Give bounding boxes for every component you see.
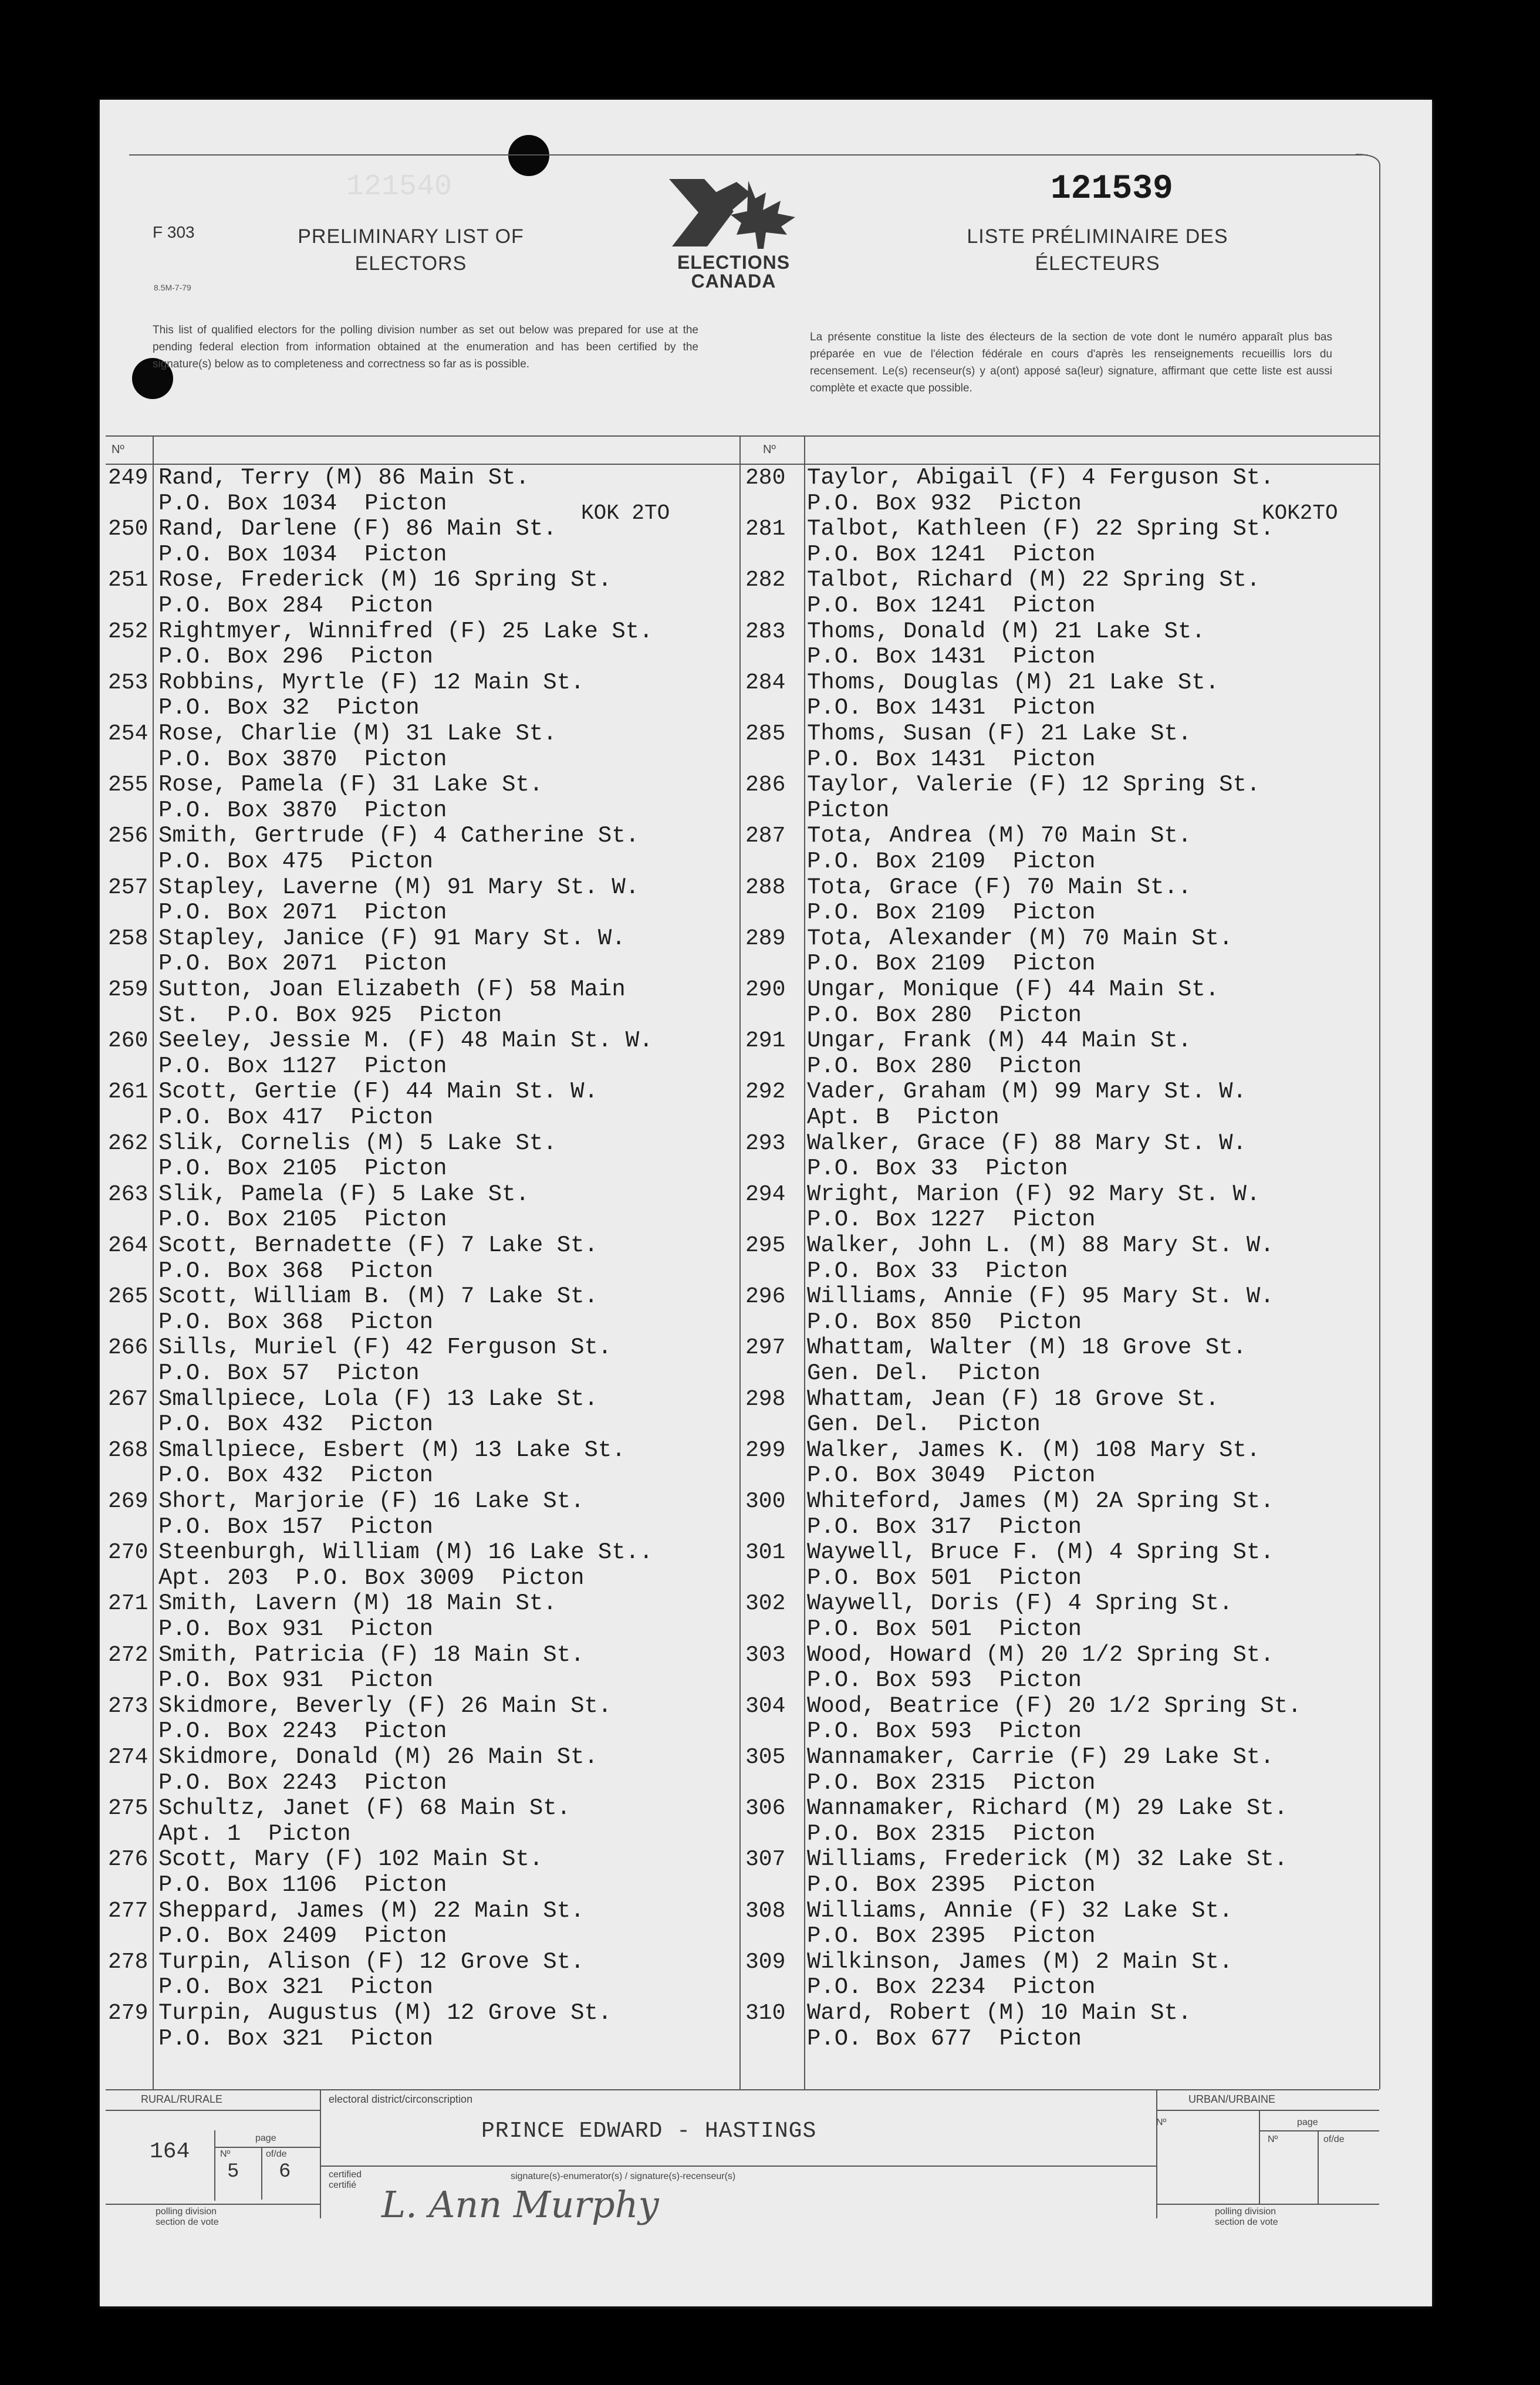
elector-mailing-address: P.O. Box 2243 Picton — [158, 1718, 447, 1745]
urban-page-no-label: Nº — [1268, 2134, 1278, 2144]
ballot-list-page — [100, 100, 1432, 2306]
page-of-label: of/de — [266, 2149, 287, 2159]
elector-name-address: Wannamaker, Richard (M) 29 Lake St. — [807, 1795, 1288, 1822]
entry-number: 287 — [745, 823, 786, 849]
entry-number: 283 — [745, 619, 786, 644]
form-code: F 303 — [153, 223, 195, 241]
elector-name-address: Walker, James K. (M) 108 Mary St. — [807, 1437, 1261, 1463]
elector-mailing-address: P.O. Box 1227 Picton — [807, 1207, 1096, 1233]
entry-number: 309 — [745, 1949, 786, 1975]
elector-name-address: Thoms, Douglas (M) 21 Lake St. — [807, 669, 1220, 695]
elector-mailing-address: P.O. Box 33 Picton — [807, 1156, 1068, 1182]
elector-mailing-address: P.O. Box 2071 Picton — [158, 900, 447, 926]
elector-mailing-address: P.O. Box 2315 Picton — [807, 1820, 1096, 1847]
rural-label: RURAL/RURALE — [141, 2093, 223, 2105]
print-code: 8.5M-7-79 — [154, 283, 191, 292]
entry-number: 307 — [745, 1847, 786, 1873]
entry-number: 279 — [108, 2001, 148, 2026]
elector-mailing-address: P.O. Box 2395 Picton — [807, 1872, 1096, 1898]
elector-name-address: Rose, Frederick (M) 16 Spring St. — [158, 567, 612, 593]
entry-number: 264 — [108, 1233, 148, 1258]
polling-division-label-fr: section de vote — [156, 2217, 219, 2227]
serial-number: 121539 — [1051, 170, 1173, 208]
entry-number: 303 — [745, 1642, 786, 1668]
elector-name-address: Tota, Grace (F) 70 Main St.. — [807, 874, 1192, 900]
entry-number: 288 — [745, 874, 786, 900]
elector-name-address: Sills, Muriel (F) 42 Ferguson St. — [158, 1335, 612, 1361]
entry-number: 258 — [108, 925, 148, 951]
corner-curve — [1356, 154, 1382, 167]
elector-name-address: Taylor, Abigail (F) 4 Ferguson St. — [807, 465, 1274, 491]
elector-name-address: Wright, Marion (F) 92 Mary St. W. — [807, 1181, 1261, 1207]
elector-name-address: Scott, Mary (F) 102 Main St. — [158, 1846, 543, 1873]
elector-mailing-address: Gen. Del. Picton — [807, 1411, 1041, 1438]
elector-name-address: Williams, Annie (F) 32 Lake St. — [807, 1897, 1233, 1924]
page-no-label: Nº — [220, 2149, 231, 2159]
elector-mailing-address: P.O. Box 931 Picton — [158, 1667, 434, 1694]
enumerator-signature: L. Ann Murphy — [381, 2183, 659, 2226]
elector-mailing-address: P.O. Box 2109 Picton — [807, 900, 1096, 926]
no-header-right: Nº — [763, 443, 776, 456]
urban-polling-label: polling division — [1215, 2207, 1276, 2217]
entry-number: 284 — [745, 670, 786, 695]
entry-number: 276 — [108, 1847, 148, 1873]
faint-serial: 121540 — [346, 170, 452, 204]
elector-mailing-address: P.O. Box 321 Picton — [158, 2025, 434, 2052]
elector-mailing-address: P.O. Box 1106 Picton — [158, 1872, 447, 1898]
elector-mailing-address: P.O. Box 2105 Picton — [158, 1207, 447, 1233]
elector-mailing-address: P.O. Box 368 Picton — [158, 1309, 434, 1335]
entry-number: 285 — [745, 721, 786, 746]
elector-mailing-address: P.O. Box 850 Picton — [807, 1309, 1082, 1335]
elector-name-address: Scott, Gertie (F) 44 Main St. W. — [158, 1079, 598, 1105]
elector-mailing-address: P.O. Box 475 Picton — [158, 849, 434, 874]
elector-mailing-address: Picton — [807, 797, 890, 823]
elector-mailing-address: P.O. Box 296 Picton — [158, 644, 434, 670]
logo-text-canada: CANADA — [691, 271, 776, 292]
elector-name-address: Tota, Alexander (M) 70 Main St. — [807, 925, 1233, 951]
urban-page-label: page — [1297, 2117, 1318, 2127]
entry-number: 281 — [745, 516, 786, 542]
elector-name-address: Wood, Beatrice (F) 20 1/2 Spring St. — [807, 1693, 1302, 1719]
elector-mailing-address: P.O. Box 1034 Picton — [158, 541, 447, 567]
elector-mailing-address: P.O. Box 2243 Picton — [158, 1769, 447, 1796]
elector-name-address: Whattam, Jean (F) 18 Grove St. — [807, 1386, 1220, 1412]
elector-name-address: Taylor, Valerie (F) 12 Spring St. — [807, 772, 1261, 798]
elector-mailing-address: P.O. Box 280 Picton — [807, 1002, 1082, 1028]
intro-english: This list of qualified electors for the polling division number as set out below was prepared for use at the pending federal election from information obtained at the enumeration and has been certified by the signature(s) below as to completeness and correctness so far as is possible. — [153, 324, 698, 370]
entry-number: 271 — [108, 1591, 148, 1617]
maple-leaf-x-icon — [649, 176, 819, 252]
elector-mailing-address: P.O. Box 1034 Picton — [158, 490, 447, 516]
entry-number: 294 — [745, 1181, 786, 1207]
title-english: PRELIMINARY LIST OF ELECTORS — [298, 225, 524, 275]
elector-mailing-address: P.O. Box 593 Picton — [807, 1667, 1082, 1694]
elector-name-address: Steenburgh, William (M) 16 Lake St.. — [158, 1539, 653, 1566]
elector-name-address: Waywell, Bruce F. (M) 4 Spring St. — [807, 1539, 1274, 1566]
elector-mailing-address: P.O. Box 1127 Picton — [158, 1053, 447, 1079]
title-french: LISTE PRÉLIMINAIRE DES ÉLECTEURS — [967, 225, 1228, 275]
elector-name-address: Walker, John L. (M) 88 Mary St. W. — [807, 1232, 1274, 1258]
entry-number: 291 — [745, 1028, 786, 1054]
elector-mailing-address: Apt. 203 P.O. Box 3009 Picton — [158, 1565, 585, 1591]
elector-mailing-address: P.O. Box 432 Picton — [158, 1411, 434, 1438]
page-total: 6 — [279, 2161, 291, 2183]
urban-label: URBAN/URBAINE — [1188, 2093, 1276, 2105]
punch-hole-top — [508, 135, 549, 176]
elector-name-address: Waywell, Doris (F) 4 Spring St. — [807, 1590, 1233, 1617]
elector-mailing-address: P.O. Box 2234 Picton — [807, 1974, 1096, 2001]
elector-name-address: Short, Marjorie (F) 16 Lake St. — [158, 1488, 585, 1514]
elector-name-address: Wilkinson, James (M) 2 Main St. — [807, 1948, 1233, 1975]
signature-label: signature(s)-enumerator(s) / signature(s)-recenseur(s) — [511, 2171, 736, 2181]
entry-number: 298 — [745, 1386, 786, 1412]
entry-number: 267 — [108, 1386, 148, 1412]
entry-number: 305 — [745, 1745, 786, 1770]
elector-name-address: Turpin, Alison (F) 12 Grove St. — [158, 1948, 585, 1975]
entry-number: 301 — [745, 1540, 786, 1566]
elector-name-address: Rose, Charlie (M) 31 Lake St. — [158, 721, 557, 746]
entry-number: 250 — [108, 516, 148, 542]
elector-name-address: Ward, Robert (M) 10 Main St. — [807, 2000, 1192, 2026]
entry-number: 293 — [745, 1130, 786, 1156]
entry-number: 297 — [745, 1335, 786, 1361]
elector-name-address: Talbot, Richard (M) 22 Spring St. — [807, 567, 1261, 593]
entry-number: 300 — [745, 1489, 786, 1514]
elector-name-address: Ungar, Monique (F) 44 Main St. — [807, 977, 1220, 1002]
entry-number: 308 — [745, 1898, 786, 1924]
elector-name-address: Rightmyer, Winnifred (F) 25 Lake St. — [158, 618, 653, 644]
entry-number: 290 — [745, 977, 786, 1002]
elector-name-address: Rand, Terry (M) 86 Main St. — [158, 465, 529, 491]
entry-number: 249 — [108, 465, 148, 491]
elector-name-address: Whiteford, James (M) 2A Spring St. — [807, 1488, 1274, 1514]
elector-name-address: Turpin, Augustus (M) 12 Grove St. — [158, 2000, 612, 2026]
district-label: electoral district/circonscription — [329, 2093, 473, 2105]
certified-label-fr: certifié — [329, 2180, 357, 2190]
elector-mailing-address: P.O. Box 32 Picton — [158, 695, 420, 721]
elector-name-address: Wood, Howard (M) 20 1/2 Spring St. — [807, 1641, 1274, 1668]
elector-mailing-address: P.O. Box 3049 Picton — [807, 1462, 1096, 1489]
elections-canada-logo — [649, 176, 819, 293]
elector-mailing-address: P.O. Box 321 Picton — [158, 1974, 434, 2001]
elector-name-address: Williams, Annie (F) 95 Mary St. W. — [807, 1283, 1274, 1310]
entry-number: 277 — [108, 1898, 148, 1924]
elector-name-address: Smith, Gertrude (F) 4 Catherine St. — [158, 823, 640, 849]
elector-mailing-address: P.O. Box 1431 Picton — [807, 644, 1096, 670]
entry-number: 289 — [745, 925, 786, 951]
elector-name-address: Slik, Cornelis (M) 5 Lake St. — [158, 1130, 557, 1156]
elector-name-address: Whattam, Walter (M) 18 Grove St. — [807, 1335, 1247, 1361]
entry-number: 254 — [108, 721, 148, 746]
entry-number: 278 — [108, 1949, 148, 1975]
polling-division-number: 164 — [150, 2139, 190, 2164]
urban-no-label: Nº — [1156, 2117, 1167, 2127]
entry-number: 256 — [108, 823, 148, 849]
no-header-left: Nº — [112, 443, 124, 456]
elector-mailing-address: P.O. Box 593 Picton — [807, 1718, 1082, 1745]
elector-name-address: Smallpiece, Esbert (M) 13 Lake St. — [158, 1437, 626, 1463]
elector-name-address: Vader, Graham (M) 99 Mary St. W. — [807, 1079, 1247, 1105]
page-label: page — [255, 2133, 276, 2143]
entry-number: 296 — [745, 1284, 786, 1310]
elector-name-address: Wannamaker, Carrie (F) 29 Lake St. — [807, 1744, 1274, 1770]
elector-name-address: Skidmore, Donald (M) 26 Main St. — [158, 1744, 598, 1770]
elector-mailing-address: P.O. Box 3870 Picton — [158, 797, 447, 823]
entry-number: 274 — [108, 1745, 148, 1770]
postal-code-right: KOK2TO — [1262, 501, 1338, 525]
elector-name-address: Stapley, Laverne (M) 91 Mary St. W. — [158, 874, 640, 900]
elector-name-address: Tota, Andrea (M) 70 Main St. — [807, 823, 1192, 849]
elector-mailing-address: P.O. Box 677 Picton — [807, 2025, 1082, 2052]
elector-name-address: Rand, Darlene (F) 86 Main St. — [158, 516, 557, 542]
elector-name-address: Sutton, Joan Elizabeth (F) 58 Main — [158, 977, 626, 1002]
elector-mailing-address: P.O. Box 417 Picton — [158, 1104, 434, 1130]
elector-mailing-address: P.O. Box 1241 Picton — [807, 541, 1096, 567]
elector-mailing-address: P.O. Box 501 Picton — [807, 1565, 1082, 1591]
elector-name-address: Smith, Lavern (M) 18 Main St. — [158, 1590, 557, 1617]
elector-mailing-address: P.O. Box 317 Picton — [807, 1514, 1082, 1540]
entry-number: 251 — [108, 567, 148, 593]
elector-mailing-address: P.O. Box 1431 Picton — [807, 746, 1096, 772]
entry-number: 280 — [745, 465, 786, 491]
elector-name-address: Talbot, Kathleen (F) 22 Spring St. — [807, 516, 1274, 542]
entry-number: 269 — [108, 1489, 148, 1514]
elector-name-address: Walker, Grace (F) 88 Mary St. W. — [807, 1130, 1247, 1156]
elector-name-address: Schultz, Janet (F) 68 Main St. — [158, 1795, 571, 1822]
elector-name-address: Williams, Frederick (M) 32 Lake St. — [807, 1846, 1288, 1873]
elector-mailing-address: P.O. Box 2409 Picton — [158, 1923, 447, 1950]
entry-number: 270 — [108, 1540, 148, 1566]
elector-mailing-address: P.O. Box 368 Picton — [158, 1258, 434, 1284]
entry-number: 282 — [745, 567, 786, 593]
entry-number: 261 — [108, 1079, 148, 1105]
elector-name-address: Stapley, Janice (F) 91 Mary St. W. — [158, 925, 626, 951]
entry-number: 295 — [745, 1233, 786, 1258]
elector-mailing-address: P.O. Box 2109 Picton — [807, 849, 1096, 874]
elector-mailing-address: P.O. Box 2105 Picton — [158, 1156, 447, 1182]
elector-mailing-address: St. P.O. Box 925 Picton — [158, 1002, 502, 1028]
elector-mailing-address: P.O. Box 501 Picton — [807, 1616, 1082, 1642]
entry-number: 272 — [108, 1642, 148, 1668]
entry-number: 255 — [108, 772, 148, 798]
entry-number: 268 — [108, 1437, 148, 1463]
logo-text-elections: ELECTIONS — [677, 252, 791, 273]
elector-name-address: Smith, Patricia (F) 18 Main St. — [158, 1641, 585, 1668]
elector-mailing-address: Apt. B Picton — [807, 1104, 999, 1130]
entry-number: 257 — [108, 874, 148, 900]
elector-mailing-address: P.O. Box 432 Picton — [158, 1462, 434, 1489]
elector-mailing-address: P.O. Box 157 Picton — [158, 1514, 434, 1540]
elector-name-address: Slik, Pamela (F) 5 Lake St. — [158, 1181, 529, 1207]
elector-mailing-address: P.O. Box 1431 Picton — [807, 695, 1096, 721]
entry-number: 306 — [745, 1796, 786, 1822]
entry-number: 286 — [745, 772, 786, 798]
entry-number: 265 — [108, 1284, 148, 1310]
entry-number: 310 — [745, 2001, 786, 2026]
elector-name-address: Ungar, Frank (M) 44 Main St. — [807, 1028, 1192, 1054]
elector-name-address: Scott, William B. (M) 7 Lake St. — [158, 1283, 598, 1310]
entry-number: 302 — [745, 1591, 786, 1617]
urban-polling-label-fr: section de vote — [1215, 2217, 1278, 2227]
elector-mailing-address: Gen. Del. Picton — [807, 1360, 1041, 1386]
elector-name-address: Robbins, Myrtle (F) 12 Main St. — [158, 669, 585, 695]
page-number: 5 — [227, 2161, 239, 2183]
elector-name-address: Smallpiece, Lola (F) 13 Lake St. — [158, 1386, 598, 1412]
entry-number: 263 — [108, 1181, 148, 1207]
polling-division-label: polling division — [156, 2207, 217, 2217]
elector-name-address: Sheppard, James (M) 22 Main St. — [158, 1897, 585, 1924]
elector-name-address: Seeley, Jessie M. (F) 48 Main St. W. — [158, 1028, 653, 1054]
entry-number: 259 — [108, 977, 148, 1002]
urban-of-label: of/de — [1323, 2134, 1345, 2144]
entry-number: 299 — [745, 1437, 786, 1463]
entry-number: 262 — [108, 1130, 148, 1156]
elector-name-address: Thoms, Susan (F) 21 Lake St. — [807, 721, 1192, 746]
elector-mailing-address: Apt. 1 Picton — [158, 1820, 351, 1847]
entry-number: 304 — [745, 1693, 786, 1719]
entry-number: 273 — [108, 1693, 148, 1719]
elector-mailing-address: P.O. Box 33 Picton — [807, 1258, 1068, 1284]
elector-mailing-address: P.O. Box 931 Picton — [158, 1616, 434, 1642]
elector-mailing-address: P.O. Box 2071 Picton — [158, 951, 447, 977]
elector-mailing-address: P.O. Box 2109 Picton — [807, 951, 1096, 977]
elector-mailing-address: P.O. Box 3870 Picton — [158, 746, 447, 772]
entry-number: 253 — [108, 670, 148, 695]
postal-code-left: KOK 2TO — [581, 501, 670, 525]
elector-mailing-address: P.O. Box 2395 Picton — [807, 1923, 1096, 1950]
elector-mailing-address: P.O. Box 932 Picton — [807, 490, 1082, 516]
entry-number: 292 — [745, 1079, 786, 1105]
elector-mailing-address: P.O. Box 2315 Picton — [807, 1769, 1096, 1796]
elector-name-address: Scott, Bernadette (F) 7 Lake St. — [158, 1232, 598, 1258]
entry-number: 252 — [108, 619, 148, 644]
elector-mailing-address: P.O. Box 1241 Picton — [807, 593, 1096, 619]
elector-name-address: Skidmore, Beverly (F) 26 Main St. — [158, 1693, 612, 1719]
certified-label: certified — [329, 2170, 362, 2180]
entry-number: 275 — [108, 1796, 148, 1822]
elector-mailing-address: P.O. Box 57 Picton — [158, 1360, 420, 1386]
intro-french: La présente constitue la liste des électeurs de la section de vote dont le numéro apparaît plus bas préparée en vue de l'élection fédérale en cours d'après les renseignements recueillis lors du recensement. Le(s) recenseur(s) y a(ont) apposé sa(leur) signature, affirmant que cette liste est aussi complète et exacte que possible. — [810, 331, 1332, 394]
elector-mailing-address: P.O. Box 280 Picton — [807, 1053, 1082, 1079]
elector-mailing-address: P.O. Box 284 Picton — [158, 593, 434, 619]
district-value: PRINCE EDWARD - HASTINGS — [481, 2119, 817, 2144]
elector-name-address: Thoms, Donald (M) 21 Lake St. — [807, 618, 1205, 644]
entry-number: 266 — [108, 1335, 148, 1361]
entry-number: 260 — [108, 1028, 148, 1054]
elector-name-address: Rose, Pamela (F) 31 Lake St. — [158, 772, 543, 798]
